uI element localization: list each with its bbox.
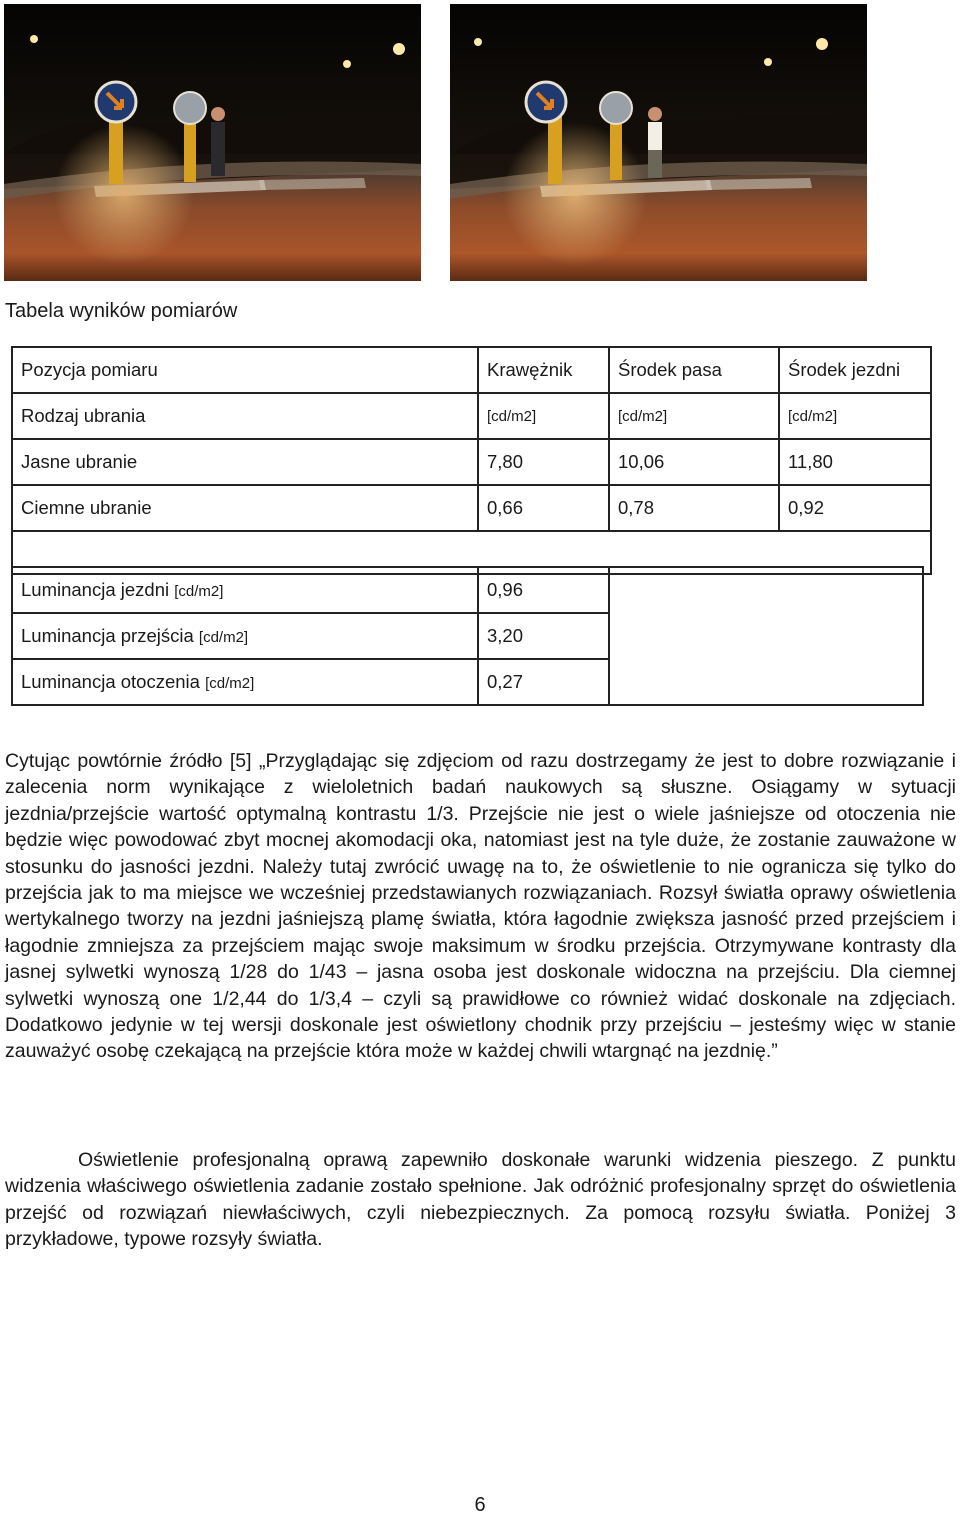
table-row	[12, 485, 931, 531]
luminance-table	[11, 566, 924, 706]
value-cell: 10,06	[609, 439, 779, 485]
row-label: Ciemne ubranie	[12, 485, 478, 531]
header-cell: Pozycja pomiaru	[12, 347, 478, 393]
table-caption: Tabela wyników pomiarów	[5, 300, 238, 322]
empty-cell	[609, 567, 923, 705]
value-cell: 0,96	[478, 567, 609, 613]
value-cell: 3,20	[478, 613, 609, 659]
header-cell: Krawężnik	[478, 347, 609, 393]
header-cell: Środek jezdni	[779, 347, 931, 393]
table-row	[12, 439, 931, 485]
page-number: 6	[474, 1494, 486, 1516]
subheader-label: Rodzaj ubrania	[12, 393, 478, 439]
value-cell: 0,78	[609, 485, 779, 531]
luminance-label: Luminancja otoczenia	[21, 671, 200, 692]
value-cell: 7,80	[478, 439, 609, 485]
row-label	[12, 567, 478, 613]
value-cell: 11,80	[779, 439, 931, 485]
table-header-row	[12, 347, 931, 393]
luminance-label: Luminancja jezdni	[21, 579, 170, 600]
table-subheader-row	[12, 393, 931, 439]
value-cell: 0,92	[779, 485, 931, 531]
body-paragraph-summary: Oświetlenie profesjonalną oprawą zapewniło doskonałe warunki widzenia pieszego. Z punktu widzenia właściwego oświetlenia zadanie zostało spełnione. Jak odróżnić profesjonalny sprzęt do oświetlenia przejść od rozwiązań niewłaściwych, czyli niebezpiecznych. Za pomocą rozsyłu światła. Poniżej 3 przykładowe, typowe rozsyły światła.	[5, 1149, 956, 1251]
photo-right-light-clothing	[450, 4, 867, 281]
header-cell: Środek pasa	[609, 347, 779, 393]
unit-cell: [cd/m2]	[478, 393, 609, 439]
results-table	[11, 346, 932, 575]
unit-cell: [cd/m2]	[779, 393, 931, 439]
body-paragraph-quote: Cytując powtórnie źródło [5] „Przyglądając się zdjęciom od razu dostrzegamy że jest to dobre rozwiązanie i zalecenia norm wynikające z wieloletnich badań naukowych są słuszne. Osiągamy w sytuacji jezdnia/przejście wartość optymalną kontrastu 1/3. Przejście nie jest o wiele jaśniejsze od otoczenia nie będzie więc powodować zbyt mocnej akomodacji oka, natomiast jest na tyle duże, że zostanie zauważone w stosunku do jasności jezdni. Należy tutaj zwrócić uwagę na to, że oświetlenie to nie ogranicza się tylko do przejścia jak to ma miejsce we wcześniej przedstawianych rozwiązaniach. Rozsył światła oprawy oświetlenia wertykalnego tworzy na jezdni jaśniejszą plamę światła, która łagodnie zwiększa jasność przed przejściem i łagodnie zmniejsza za przejściem mając swoje maksimum w środku przejścia. Otrzymywane kontrasty dla jasnej sylwetki wynoszą 1/28 do 1/43 – jasna osoba jest doskonale widoczna na przejściu. Dla ciemnej sylwetki wynoszą one 1/2,44 do 1/3,4 – czyli są prawidłowe co również widać doskonale na zdjęciach. Dodatkowo jedynie w tej wersji doskonale jest oświetlony chodnik przy przejściu – jesteśmy więc w stanie zauważyć osobę czekającą na przejście która może w każdej chwili wtargnąć na jezdnię.”	[5, 750, 956, 1063]
row-label: Jasne ubranie	[12, 439, 478, 485]
value-cell: 0,27	[478, 659, 609, 705]
row-label	[12, 659, 478, 705]
unit-label: [cd/m2]	[198, 629, 249, 646]
luminance-label: Luminancja przejścia	[21, 625, 194, 646]
unit-label: [cd/m2]	[174, 583, 224, 600]
value-cell: 0,66	[478, 485, 609, 531]
row-label	[12, 613, 478, 659]
table-row	[12, 567, 923, 613]
unit-cell: [cd/m2]	[609, 393, 779, 439]
photo-left-dark-clothing	[4, 4, 421, 281]
unit-label: [cd/m2]	[205, 675, 255, 692]
